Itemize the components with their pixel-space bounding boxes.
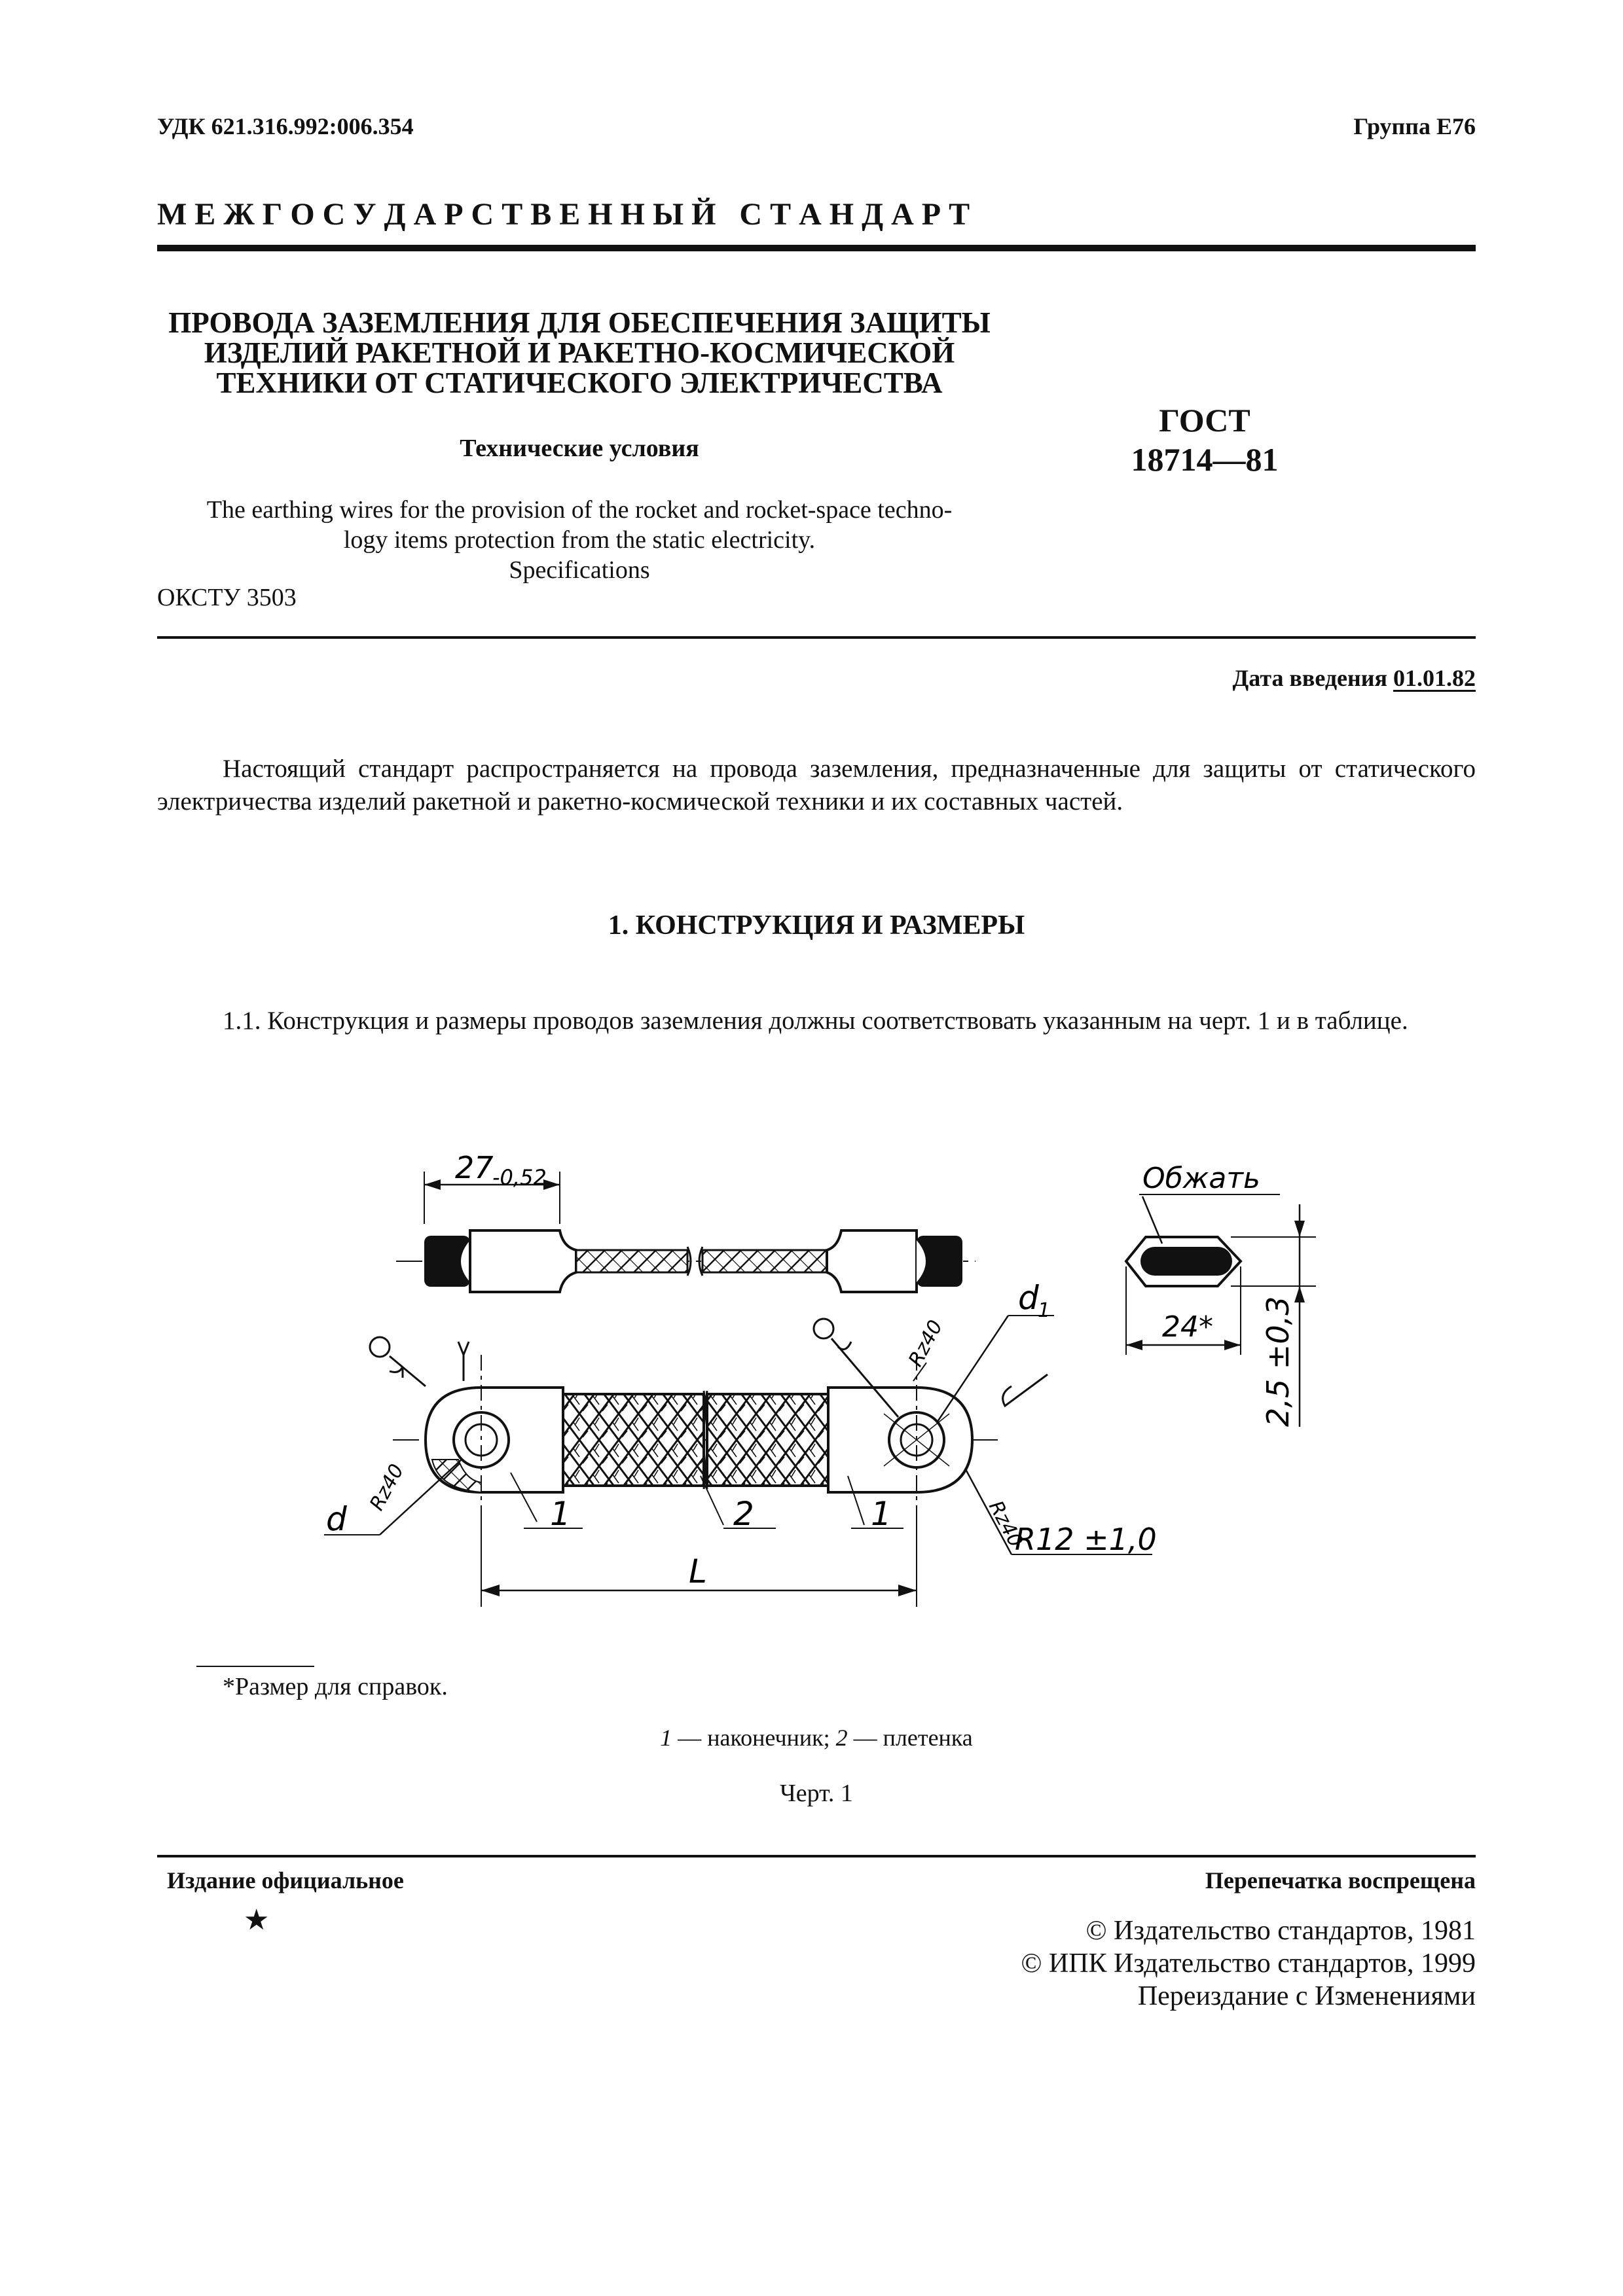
effective-date-label: Дата введения <box>1232 665 1387 691</box>
figure-legend <box>157 1724 1476 1751</box>
clause-1-1-text: 1.1. Конструкция и размеры проводов заземления должны соответствовать указанным на черт. 1 и в таблице. <box>223 1007 1408 1035</box>
official-edition: Издание официальное <box>167 1867 404 1893</box>
title-line-1: ПРОВОДА ЗАЗЕМЛЕНИЯ ДЛЯ ОБЕСПЕЧЕНИЯ ЗАЩИТЫ <box>168 306 991 339</box>
intro-text: Настоящий стандарт распространяется на провода заземления, предназначенные для защиты от статического электричества изделий ракетной и ракетно-космической техники и их составных частей. <box>157 755 1476 816</box>
figure-caption: Черт. 1 <box>780 1780 853 1807</box>
label-d: d <box>326 1500 347 1538</box>
group-code: Группа Е76 <box>1353 113 1476 139</box>
dim-27-tolerance: -0,52 <box>492 1165 547 1190</box>
braid-side-right <box>702 1250 827 1272</box>
callout-1-left: 1 <box>550 1495 571 1533</box>
label-d1: d <box>1018 1279 1039 1317</box>
braid-side-left <box>576 1250 687 1272</box>
footer-rule <box>157 1855 1476 1857</box>
plan-view <box>324 1279 1157 1607</box>
copyright-1999: © ИПК Издательство стандартов, 1999 <box>1021 1948 1476 1979</box>
legend-text-2: — плетенка <box>847 1725 973 1751</box>
callout-2: 2 <box>733 1495 754 1533</box>
gost-code: 18714—81 <box>1131 441 1279 478</box>
legend-num-1: 1 <box>660 1725 672 1751</box>
star-icon: ★ <box>244 1904 270 1936</box>
english-title-line-3: Specifications <box>509 556 650 584</box>
section-heading: 1. КОНСТРУКЦИЯ И РАЗМЕРЫ <box>608 910 1025 941</box>
footnote: *Размер для справок. <box>223 1673 448 1700</box>
dim-27: 27 <box>455 1150 494 1185</box>
copyright-1981: © Издательство стандартов, 1981 <box>1085 1916 1476 1946</box>
sleeve-right <box>827 1230 917 1292</box>
rz40-left: Rz40 <box>365 1460 409 1515</box>
english-title-line-1: The earthing wires for the provision of the rocket and rocket-space techno- <box>206 496 953 524</box>
reprint-prohibited: Перепечатка воспрещена <box>1205 1867 1476 1893</box>
gost-label: ГОСТ <box>1159 402 1250 439</box>
title-line-3: ТЕХНИКИ ОТ СТАТИЧЕСКОГО ЭЛЕКТРИЧЕСТВА <box>216 367 943 399</box>
label-d1-sub: 1 <box>1038 1299 1051 1322</box>
obzhat-label: Обжать <box>1142 1162 1260 1195</box>
dim-24: 24* <box>1162 1310 1213 1344</box>
rz40-top: Rz40 <box>904 1316 948 1371</box>
udk-code: УДК 621.316.992:006.354 <box>157 113 414 139</box>
dim-L: L <box>689 1552 707 1590</box>
reissue-note: Переиздание с Изменениями <box>1137 1981 1476 2011</box>
side-view <box>396 1150 976 1292</box>
cross-section-view <box>1126 1162 1316 1427</box>
interstate-standard-text: М Е Ж Г О С У Д А Р С Т В Е Н Н Ы Й С Т А Н Д А Р Т <box>157 197 970 232</box>
braid-left <box>563 1394 704 1486</box>
document-subtitle: Технические условия <box>460 435 699 462</box>
callout-1-right: 1 <box>871 1495 892 1533</box>
sleeve-left <box>470 1230 576 1292</box>
crimped-section <box>1140 1247 1232 1276</box>
effective-date-value: 01.01.82 <box>1393 665 1476 691</box>
okstu-code: ОКСТУ 3503 <box>157 584 297 611</box>
braid-right <box>707 1394 828 1486</box>
footnote-rule <box>196 1666 314 1667</box>
rz40-right: Rz40 <box>983 1497 1027 1551</box>
english-title-line-2: logy items protection from the static electricity. <box>343 526 816 554</box>
legend-num-2: 2 <box>835 1725 848 1751</box>
title-line-2: ИЗДЕЛИЙ РАКЕТНОЙ И РАКЕТНО-КОСМИЧЕСКОЙ <box>204 336 955 369</box>
copyright-block <box>1021 1914 1476 2013</box>
legend-text-1: — наконечник; <box>672 1725 836 1751</box>
dim-2-5: 2,5 ±0,3 <box>1260 1296 1296 1427</box>
dim-r12: R12 ±1,0 <box>1015 1522 1157 1557</box>
